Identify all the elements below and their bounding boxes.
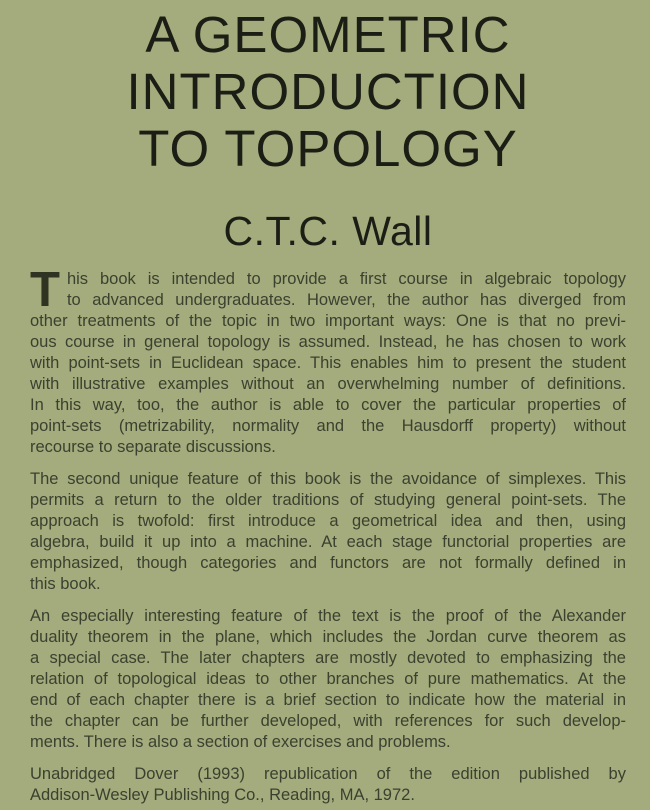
text-line: approach is twofold: first introduce a geometrical idea and then, using: [30, 512, 626, 530]
text-line: to advanced undergraduates. However, the author has diverged from: [66, 291, 626, 309]
text-line: ous course in general topology is assumed. Instead, he has chosen to work: [30, 333, 626, 351]
text-line: with illustrative examples without an overwhelming number of definitions.: [30, 375, 626, 393]
text-line: with point-sets in Euclidean space. This enables him to present the student: [30, 354, 626, 372]
text-line: end of each chapter there is a brief section to indicate how the material in: [30, 691, 626, 709]
title-line: INTRODUCTION: [126, 63, 530, 120]
text-line: the chapter can be further developed, with references for such develop-: [30, 712, 626, 730]
author-name: C.T.C. Wall: [223, 208, 433, 254]
title-line: TO TOPOLOGY: [138, 120, 518, 177]
text-line: An especially interesting feature of the text is the proof of the Alexander: [30, 607, 626, 625]
text-line: duality theorem in the plane, which includes the Jordan curve theorem as: [30, 628, 626, 646]
text-line: a special case. The later chapters are mostly devoted to emphasizing the: [30, 649, 626, 667]
text-line: relation of topological ideas to other branches of pure mathematics. At the: [30, 670, 626, 688]
back-cover-description: [30, 269, 626, 806]
paragraph: [30, 764, 626, 806]
paragraph: [30, 269, 626, 458]
text-line: emphasized, though categories and functors are not formally defined in: [30, 554, 626, 572]
paragraph: [30, 606, 626, 753]
text-line: Addison-Wesley Publishing Co., Reading, MA, 1972.: [30, 786, 415, 804]
text-line: point-sets (metrizability, normality and the Hausdorff property) without: [30, 417, 626, 435]
text-line: algebra, build it up into a machine. At each stage functorial properties are: [30, 533, 626, 551]
text-line: The second unique feature of this book is the avoidance of simplexes. This: [30, 470, 626, 488]
text-line: recourse to separate discussions.: [30, 438, 276, 456]
text-line: permits a return to the older traditions of studying general point-sets. The: [30, 491, 626, 509]
text-line: ments. There is also a section of exercises and problems.: [30, 733, 451, 751]
paragraph: [30, 469, 626, 595]
title-line: A GEOMETRIC: [145, 6, 511, 63]
text-line: In this way, too, the author is able to cover the particular properties of: [30, 396, 626, 414]
text-line: his book is intended to provide a first course in algebraic topology: [66, 270, 626, 288]
book-title: [30, 6, 626, 177]
drop-cap: T: [30, 269, 60, 317]
text-line: other treatments of the topic in two important ways: One is that no previ-: [30, 312, 626, 330]
text-line: this book.: [30, 575, 101, 593]
text-line: Unabridged Dover (1993) republication of the edition published by: [30, 765, 626, 783]
